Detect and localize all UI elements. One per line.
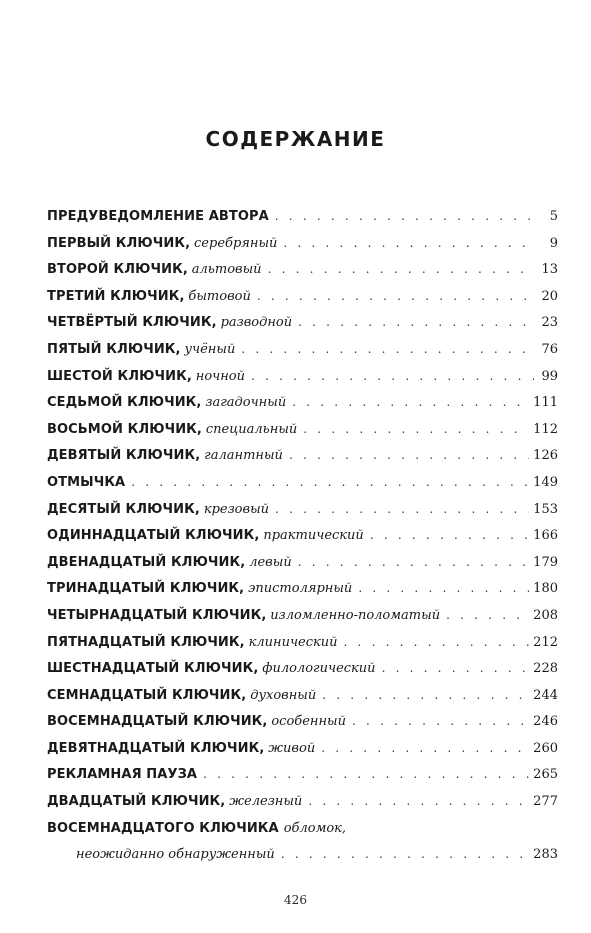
toc-entry-epithet: клинический bbox=[248, 634, 338, 650]
toc-entry-epithet: учёный bbox=[184, 341, 236, 357]
toc-entry-page: 283 bbox=[533, 847, 558, 863]
toc-entry bbox=[47, 282, 558, 309]
toc-dot-leader bbox=[358, 575, 529, 602]
toc-dot-leader bbox=[382, 655, 530, 682]
toc-entry-title bbox=[47, 468, 125, 497]
toc-entry-title bbox=[47, 681, 316, 710]
toc-entry bbox=[47, 601, 558, 628]
toc-entry-label: ТРИНАДЦАТЫЙ КЛЮЧИК bbox=[47, 581, 240, 597]
toc-entry-label: ЧЕТВЁРТЫЙ КЛЮЧИК bbox=[47, 315, 212, 331]
toc-entry-separator: , bbox=[239, 581, 245, 597]
toc-entry bbox=[47, 229, 558, 256]
toc-dot-leader bbox=[289, 442, 529, 469]
toc-entry-page: 76 bbox=[541, 341, 558, 357]
toc-entry-title bbox=[47, 441, 283, 470]
toc-entry bbox=[47, 255, 558, 282]
toc-dot-leader bbox=[321, 735, 529, 762]
toc-entry bbox=[47, 814, 558, 867]
toc-entry-page: 5 bbox=[549, 209, 558, 224]
toc-dot-leader bbox=[352, 708, 529, 735]
page-title: СОДЕРЖАНИЕ bbox=[205, 127, 386, 151]
toc-dot-leader bbox=[203, 761, 529, 788]
toc-dot-leader bbox=[251, 363, 534, 390]
toc-entry-separator: , bbox=[196, 421, 202, 437]
toc-entry bbox=[47, 574, 558, 601]
toc-entry-epithet: загадочный bbox=[205, 395, 287, 411]
toc-entry bbox=[47, 415, 558, 442]
toc-dot-leader bbox=[308, 788, 529, 815]
toc-entry-title bbox=[47, 734, 315, 763]
toc-entry-page: 180 bbox=[533, 581, 558, 597]
toc-entry-title bbox=[47, 521, 364, 550]
toc-entry-page: 111 bbox=[533, 395, 558, 411]
toc-entry-page: 149 bbox=[533, 474, 558, 490]
toc-entry-page: 112 bbox=[533, 421, 558, 437]
toc-entry bbox=[47, 787, 558, 814]
toc-entry bbox=[47, 308, 558, 335]
toc-entry-epithet: ночной bbox=[195, 368, 246, 384]
toc-entry-title bbox=[47, 760, 197, 789]
toc-entry-epithet: левый bbox=[249, 554, 292, 570]
toc-entry bbox=[47, 681, 558, 708]
toc-entry-separator: , bbox=[179, 288, 185, 304]
toc-entry-separator: , bbox=[262, 714, 268, 730]
toc-dot-leader bbox=[370, 522, 529, 549]
toc-entry-label: ТРЕТИЙ КЛЮЧИК bbox=[47, 288, 180, 304]
toc-entry-title bbox=[47, 787, 302, 816]
toc-entry-label: ПЯТНАДЦАТЫЙ КЛЮЧИК bbox=[47, 634, 240, 650]
toc-entry-separator: , bbox=[182, 262, 188, 278]
toc-entry-epithet: неожиданно обнаруженный bbox=[76, 847, 275, 863]
toc-entry-page: 265 bbox=[533, 767, 558, 783]
toc-dot-leader bbox=[281, 841, 529, 868]
toc-entry-label: ШЕСТОЙ КЛЮЧИК bbox=[47, 368, 187, 384]
toc-entry-title bbox=[47, 308, 292, 337]
toc-entry-title bbox=[47, 202, 269, 231]
toc-entry-label: ДЕСЯТЫЙ КЛЮЧИК bbox=[47, 501, 195, 517]
toc-entry-label: ШЕСТНАДЦАТЫЙ КЛЮЧИК bbox=[47, 661, 254, 677]
toc-dot-leader bbox=[257, 283, 534, 310]
toc-entry-epithet: железный bbox=[229, 794, 303, 810]
toc-entry-label: СЕМНАДЦАТЫЙ КЛЮЧИК bbox=[47, 687, 242, 703]
toc-dot-leader bbox=[344, 629, 530, 656]
toc-entry-page: 20 bbox=[541, 288, 558, 304]
toc-entry-separator: , bbox=[254, 528, 260, 544]
toc-entry-title bbox=[47, 229, 277, 258]
toc-entry bbox=[47, 760, 558, 787]
toc-entry-label: ПЯТЫЙ КЛЮЧИК bbox=[47, 341, 176, 357]
toc-entry-title bbox=[47, 282, 251, 311]
toc-entry-page: 260 bbox=[533, 740, 558, 756]
toc-entry-label: ВОСЕМНАДЦАТОГО КЛЮЧИКА bbox=[47, 820, 279, 836]
toc-entry-title bbox=[47, 628, 338, 657]
toc-entry-separator: , bbox=[259, 740, 265, 756]
toc-entry-separator: , bbox=[185, 235, 191, 251]
toc-entry-epithet: галантный bbox=[204, 448, 283, 464]
toc-entry-epithet: практический bbox=[263, 528, 364, 544]
toc-entry-label: ВТОРОЙ КЛЮЧИК bbox=[47, 262, 183, 278]
toc-entry-title bbox=[47, 362, 245, 391]
toc-entry-label: ЧЕТЫРНАДЦАТЫЙ КЛЮЧИК bbox=[47, 607, 262, 623]
toc-entry-epithet: духовный bbox=[250, 687, 317, 703]
toc-entry-epithet: особенный bbox=[271, 714, 347, 730]
table-of-contents bbox=[47, 202, 558, 867]
toc-dot-leader bbox=[241, 336, 534, 363]
toc-entry bbox=[47, 468, 558, 495]
toc-entry-separator: , bbox=[194, 501, 200, 517]
toc-entry-title bbox=[47, 654, 376, 683]
toc-entry-label: ОТМЫЧКА bbox=[47, 474, 126, 490]
toc-entry bbox=[47, 388, 558, 415]
toc-entry-separator: , bbox=[211, 315, 217, 331]
toc-entry-page: 179 bbox=[533, 554, 558, 570]
toc-entry-separator: , bbox=[195, 448, 201, 464]
toc-entry-page: 246 bbox=[533, 714, 558, 730]
toc-entry-label: СЕДЬМОЙ КЛЮЧИК bbox=[47, 395, 197, 411]
toc-entry-title bbox=[47, 814, 558, 841]
toc-entry-label: ПРЕДУВЕДОМЛЕНИЕ АВТОРА bbox=[47, 209, 269, 224]
toc-dot-leader bbox=[275, 496, 529, 523]
toc-entry-continuation bbox=[47, 840, 558, 867]
toc-entry-label: ВОСЬМОЙ КЛЮЧИК bbox=[47, 421, 197, 437]
toc-entry-epithet: филологический bbox=[262, 661, 376, 677]
toc-entry-label: ПЕРВЫЙ КЛЮЧИК bbox=[47, 235, 186, 251]
toc-entry-page: 126 bbox=[533, 448, 558, 464]
toc-entry-epithet: специальный bbox=[205, 421, 298, 437]
toc-entry-epithet: бытовой bbox=[188, 288, 251, 304]
toc-entry bbox=[47, 548, 558, 575]
toc-entry bbox=[47, 202, 558, 229]
toc-entry-page: 277 bbox=[533, 794, 558, 810]
toc-entry-epithet: эпистолярный bbox=[248, 581, 353, 597]
toc-entry-label: ОДИННАДЦАТЫЙ КЛЮЧИК bbox=[47, 528, 255, 544]
toc-entry-separator: , bbox=[239, 634, 245, 650]
toc-entry-page: 228 bbox=[533, 661, 558, 677]
toc-dot-leader bbox=[298, 309, 534, 336]
toc-entry-epithet: альтовый bbox=[191, 262, 262, 278]
toc-entry-epithet: обломок, bbox=[283, 820, 347, 836]
toc-dot-leader bbox=[292, 389, 529, 416]
toc-entry-separator: , bbox=[261, 607, 267, 623]
toc-entry-epithet: разводной bbox=[220, 315, 293, 331]
toc-entry-epithet: живой bbox=[268, 740, 316, 756]
toc-entry-title bbox=[47, 707, 346, 736]
toc-dot-leader bbox=[275, 203, 534, 230]
toc-entry-separator: , bbox=[186, 368, 192, 384]
toc-entry-separator: , bbox=[196, 395, 202, 411]
toc-entry-epithet: изломленно-поломатый bbox=[270, 607, 441, 623]
toc-entry bbox=[47, 654, 558, 681]
toc-entry-label: ДЕВЯТЫЙ КЛЮЧИК bbox=[47, 448, 196, 464]
toc-entry bbox=[47, 734, 558, 761]
toc-entry-title bbox=[47, 574, 352, 603]
toc-entry bbox=[47, 362, 558, 389]
toc-entry bbox=[47, 335, 558, 362]
toc-entry-page: 166 bbox=[533, 528, 558, 544]
toc-entry bbox=[47, 441, 558, 468]
toc-entry-separator: , bbox=[175, 341, 181, 357]
toc-entry-page: 13 bbox=[541, 262, 558, 278]
toc-entry-title bbox=[47, 548, 292, 577]
toc-entry-label: ДЕВЯТНАДЦАТЫЙ КЛЮЧИК bbox=[47, 740, 260, 756]
toc-dot-leader bbox=[322, 682, 529, 709]
toc-entry-separator: , bbox=[240, 554, 246, 570]
toc-dot-leader bbox=[283, 230, 534, 257]
toc-entry-page: 9 bbox=[549, 235, 558, 251]
toc-entry-title bbox=[47, 335, 235, 364]
toc-dot-leader bbox=[303, 416, 529, 443]
toc-entry bbox=[47, 707, 558, 734]
toc-entry bbox=[47, 521, 558, 548]
toc-entry-title bbox=[47, 495, 269, 524]
toc-dot-leader bbox=[268, 256, 534, 283]
toc-entry-label: РЕКЛАМНАЯ ПАУЗА bbox=[47, 767, 198, 783]
toc-entry-title bbox=[47, 388, 286, 417]
toc-entry-label: ВОСЕМНАДЦАТЫЙ КЛЮЧИК bbox=[47, 714, 263, 730]
toc-entry-page: 244 bbox=[533, 687, 558, 703]
toc-entry-page: 208 bbox=[533, 607, 558, 623]
toc-entry-page: 99 bbox=[541, 368, 558, 384]
toc-entry-separator: , bbox=[220, 794, 226, 810]
toc-entry bbox=[47, 495, 558, 522]
toc-entry-label: ДВЕНАДЦАТЫЙ КЛЮЧИК bbox=[47, 554, 241, 570]
toc-entry bbox=[47, 628, 558, 655]
toc-dot-leader bbox=[446, 602, 529, 629]
toc-entry-title bbox=[47, 415, 297, 444]
toc-entry-title bbox=[47, 255, 262, 284]
toc-entry-title bbox=[47, 601, 440, 630]
toc-entry-page: 153 bbox=[533, 501, 558, 517]
toc-dot-leader bbox=[131, 469, 529, 496]
toc-entry-epithet: крезовый bbox=[203, 501, 270, 517]
toc-dot-leader bbox=[298, 549, 529, 576]
toc-entry-page: 212 bbox=[533, 634, 558, 650]
page-number: 426 bbox=[284, 893, 307, 907]
toc-entry-label: ДВАДЦАТЫЙ КЛЮЧИК bbox=[47, 794, 221, 810]
toc-entry-page: 23 bbox=[541, 315, 558, 331]
toc-entry-separator: , bbox=[253, 661, 259, 677]
toc-entry-epithet: серебряный bbox=[194, 235, 278, 251]
toc-entry-separator: , bbox=[241, 687, 247, 703]
